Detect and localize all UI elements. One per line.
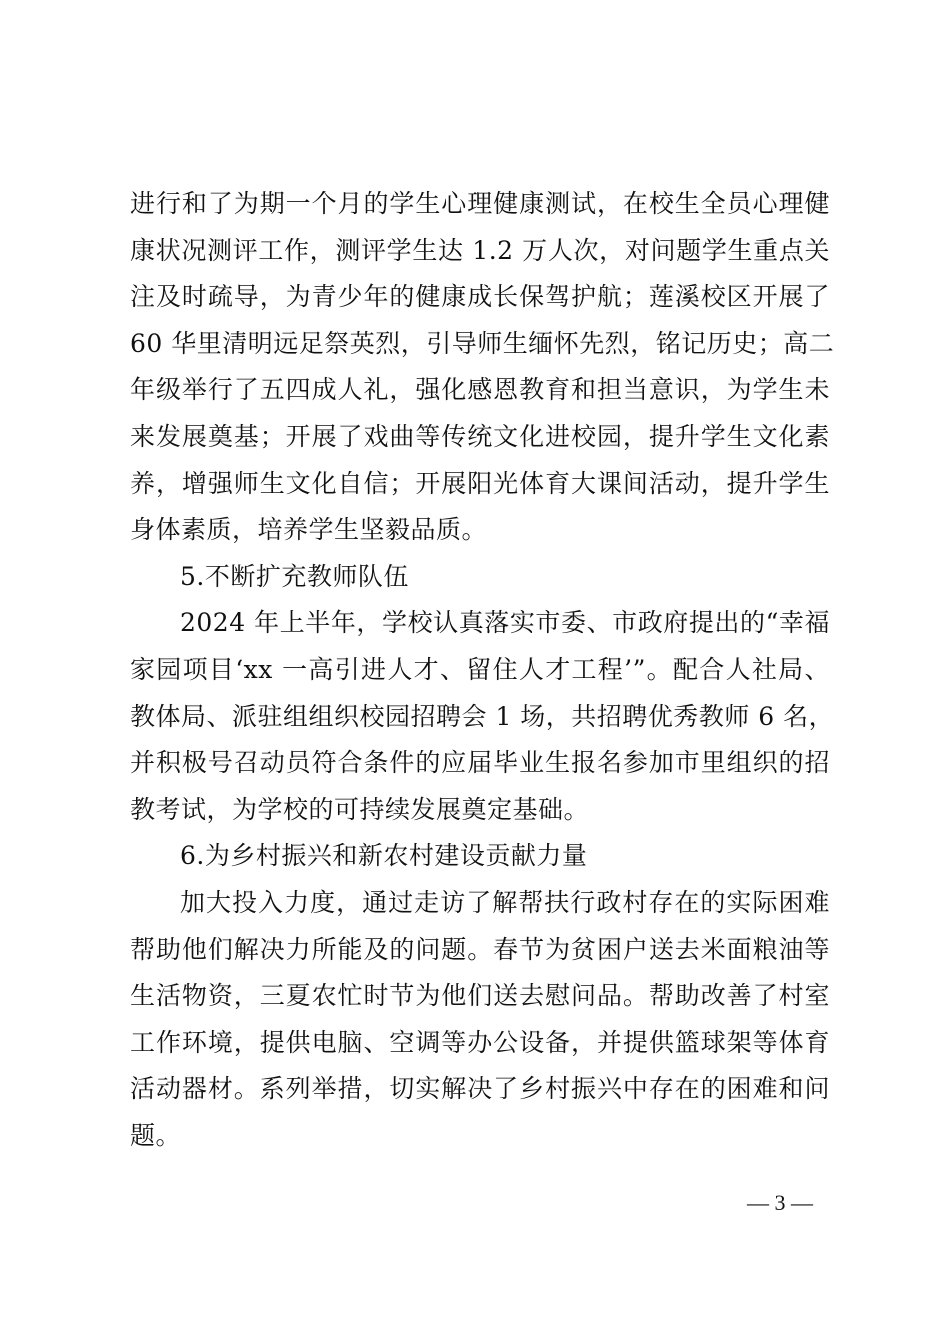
text-line: 题。: [130, 1120, 182, 1150]
text-line: 生活物资，三夏农忙时节为他们送去慰问品。帮助改善了村室: [130, 981, 830, 1011]
text-line: 进行和了为期一个月的学生心理健康测试，在校生全员心理健: [130, 189, 830, 218]
text-line: 康状况测评工作，测评学生达 1.2 万人次，对问题学生重点关: [130, 235, 830, 265]
document-body: [130, 181, 835, 1159]
text-line: 教考试，为学校的可持续发展奠定基础。: [130, 794, 590, 824]
text-line: 帮助他们解决力所能及的问题。春节为贫困户送去米面粮油等: [130, 934, 830, 964]
paragraph-rural-revitalization: [130, 880, 830, 1160]
paragraph-teacher-recruitment: [130, 600, 835, 833]
text-line: 工作环境，提供电脑、空调等办公设备，并提供篮球架等体育: [130, 1027, 830, 1057]
text-line: 活动器材。系列举措，切实解决了乡村振兴中存在的困难和问: [130, 1074, 830, 1104]
text-line: 家园项目‘xx 一高引进人才、留住人才工程’”。配合人社局、: [130, 654, 830, 684]
section-heading-rural: 6.为乡村振兴和新农村建设贡献力量: [180, 841, 588, 871]
page-number: — 3 —: [747, 1190, 813, 1215]
text-line: 来发展奠基；开展了戏曲等传统文化进校园，提升学生文化素: [130, 421, 830, 451]
text-line: 年级举行了五四成人礼，强化感恩教育和担当意识，为学生未: [130, 375, 830, 405]
section-heading-teachers: 5.不断扩充教师队伍: [180, 561, 409, 591]
paragraph-mental-health: [130, 181, 835, 554]
text-line: 身体素质，培养学生坚毅品质。: [130, 515, 488, 545]
text-line: 教体局、派驻组组织校园招聘会 1 场，共招聘优秀教师 6 名，: [130, 701, 835, 731]
text-line: 注及时疏导，为青少年的健康成长保驾护航；莲溪校区开展了: [130, 282, 830, 312]
text-line: 并积极号召动员符合条件的应届毕业生报名参加市里组织的招: [130, 748, 830, 778]
text-line: 加大投入力度，通过走访了解帮扶行政村存在的实际困难: [180, 887, 830, 917]
text-line: 养，增强师生文化自信；开展阳光体育大课间活动，提升学生: [130, 468, 830, 498]
text-line: 60 华里清明远足祭英烈，引导师生缅怀先烈，铭记历史；高二: [130, 328, 835, 358]
text-line: 2024 年上半年，学校认真落实市委、市政府提出的“幸福: [180, 608, 830, 638]
